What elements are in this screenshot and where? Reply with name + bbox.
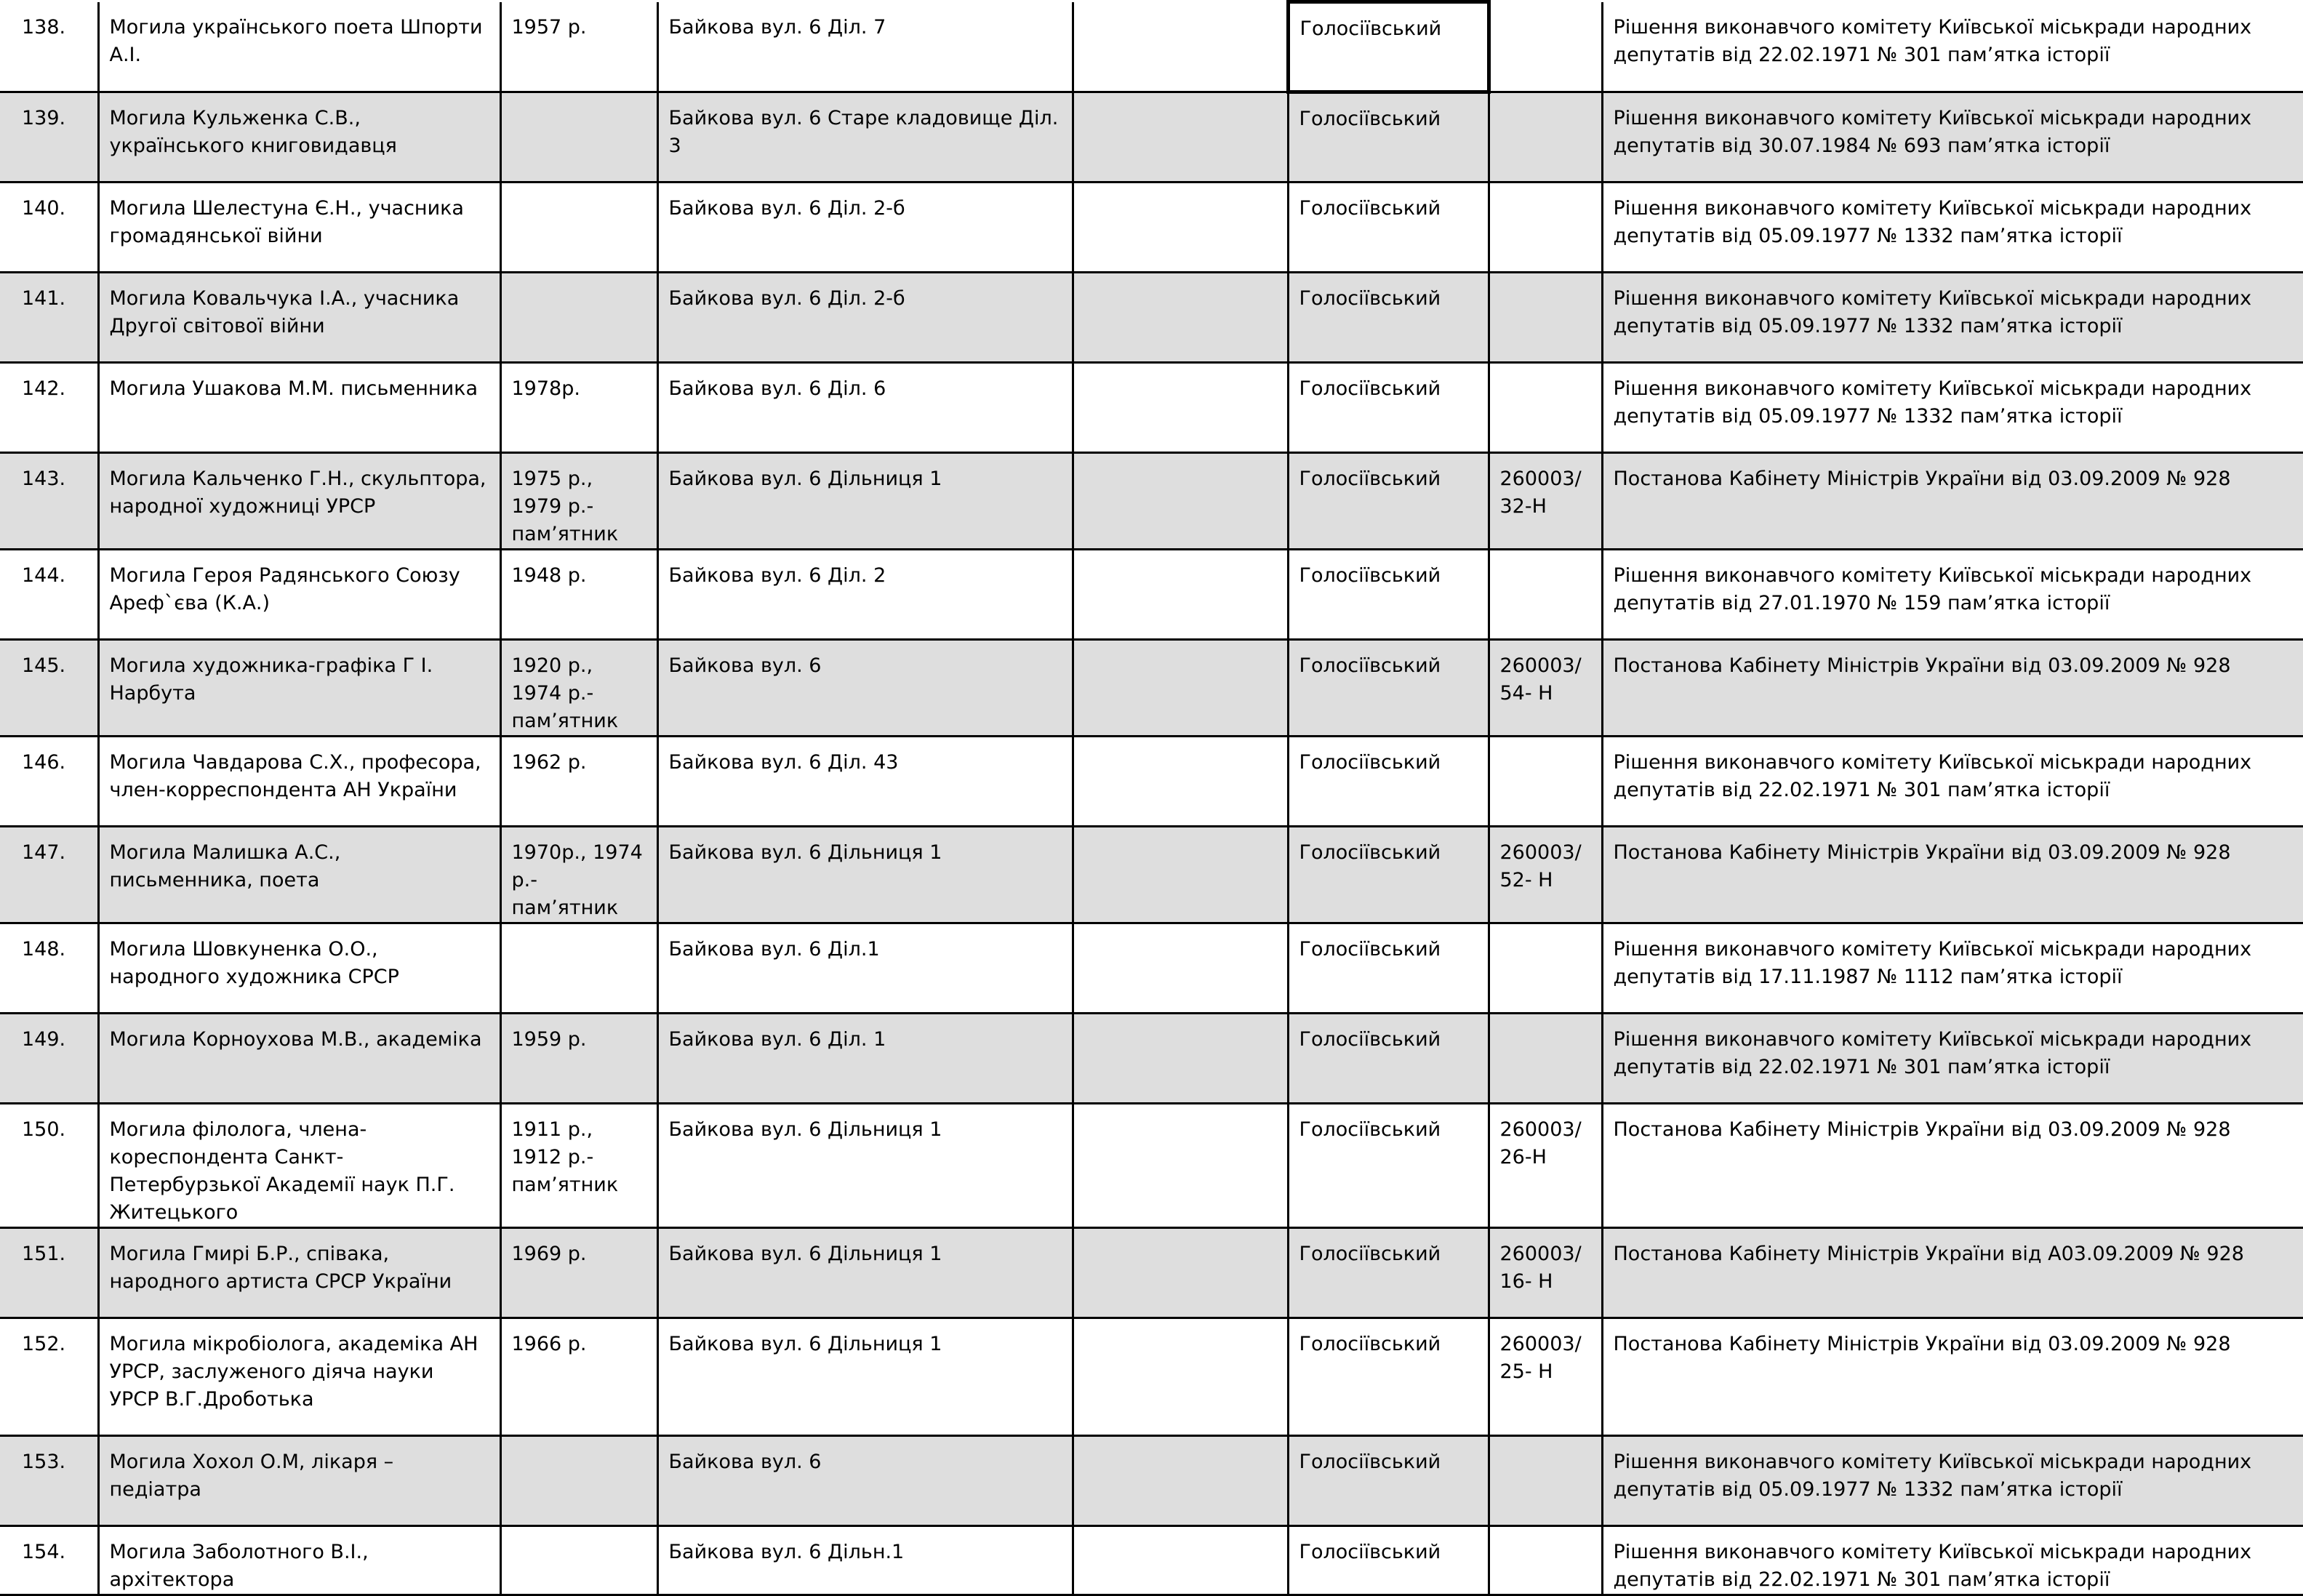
- cell-empty: [1073, 1436, 1288, 1526]
- monuments-table-body: [0, 2, 2303, 1595]
- cell-district: Голосіївський: [1288, 827, 1489, 923]
- cell-empty: [1073, 1228, 1288, 1318]
- cell-date: 1948 р.: [500, 550, 657, 640]
- cell-monument-name: Могила Ковальчука І.А., учасника Другої світової війни: [98, 273, 500, 363]
- cell-date: [500, 273, 657, 363]
- table-row: [0, 363, 2303, 453]
- cell-protection-number: 260003/26-Н: [1489, 1104, 1602, 1228]
- cell-district: Голосіївський: [1288, 923, 1489, 1014]
- cell-date: 1975 р., 1979 р.- пам’ятник: [500, 453, 657, 550]
- cell-protection-number: 260003/52- Н: [1489, 827, 1602, 923]
- cell-date: 1957 р.: [500, 2, 657, 92]
- cell-monument-name: Могила Ушакова М.М. письменника: [98, 363, 500, 453]
- cell-monument-name: Могила Заболотного В.І., архітектора: [98, 1526, 500, 1595]
- cell-empty: [1073, 1318, 1288, 1436]
- cell-protection-number: [1489, 550, 1602, 640]
- cell-protection-number: [1489, 183, 1602, 273]
- cell-number: 153.: [0, 1436, 98, 1526]
- table-row: [0, 1014, 2303, 1104]
- cell-decision: Постанова Кабінету Міністрів України від А03.09.2009 № 928: [1602, 1228, 2303, 1318]
- table-row: [0, 923, 2303, 1014]
- cell-decision: Рішення виконавчого комітету Київської міськради народних депутатів від 27.01.1970 № 159 пам’ятка історії: [1602, 550, 2303, 640]
- table-row: [0, 737, 2303, 827]
- cell-number: 142.: [0, 363, 98, 453]
- cell-date: 1959 р.: [500, 1014, 657, 1104]
- cell-monument-name: Могила Гмирі Б.Р., співака, народного артиста СРСР України: [98, 1228, 500, 1318]
- cell-district: Голосіївський: [1288, 453, 1489, 550]
- cell-decision: Рішення виконавчого комітету Київської міськради народних депутатів від 17.11.1987 № 1112 пам’ятка історії: [1602, 923, 2303, 1014]
- cell-monument-name: Могила Шовкуненка О.О., народного художника СРСР: [98, 923, 500, 1014]
- cell-protection-number: [1489, 2, 1602, 92]
- cell-protection-number: [1489, 1526, 1602, 1595]
- cell-district: Голосіївський: [1288, 737, 1489, 827]
- cell-empty: [1073, 737, 1288, 827]
- cell-monument-name: Могила Героя Радянського Союзу Ареф`єва (К.А.): [98, 550, 500, 640]
- cell-number: 147.: [0, 827, 98, 923]
- table-row: [0, 453, 2303, 550]
- cell-protection-number: [1489, 1014, 1602, 1104]
- cell-protection-number: [1489, 273, 1602, 363]
- cell-monument-name: Могила Хохол О.М, лікаря – педіатра: [98, 1436, 500, 1526]
- cell-empty: [1073, 923, 1288, 1014]
- cell-empty: [1073, 92, 1288, 183]
- cell-address: Байкова вул. 6 Дільн.1: [657, 1526, 1073, 1595]
- cell-number: 154.: [0, 1526, 98, 1595]
- cell-empty: [1073, 1104, 1288, 1228]
- cell-protection-number: 260003/16- Н: [1489, 1228, 1602, 1318]
- cell-address: Байкова вул. 6 Діл. 7: [657, 2, 1073, 92]
- cell-decision: Постанова Кабінету Міністрів України від 03.09.2009 № 928: [1602, 453, 2303, 550]
- cell-date: [500, 923, 657, 1014]
- cell-address: Байкова вул. 6 Дільниця 1: [657, 453, 1073, 550]
- cell-decision: Рішення виконавчого комітету Київської міськради народних депутатів від 05.09.1977 № 1332 пам’ятка історії: [1602, 363, 2303, 453]
- cell-address: Байкова вул. 6 Діл. 2-б: [657, 183, 1073, 273]
- cell-date: 1962 р.: [500, 737, 657, 827]
- cell-protection-number: 260003/32-Н: [1489, 453, 1602, 550]
- cell-monument-name: Могила Корноухова М.В., академіка: [98, 1014, 500, 1104]
- cell-decision: Постанова Кабінету Міністрів України від 03.09.2009 № 928: [1602, 1104, 2303, 1228]
- table-row: [0, 550, 2303, 640]
- cell-date: [500, 92, 657, 183]
- cell-empty: [1073, 2, 1288, 92]
- cell-address: Байкова вул. 6 Дільниця 1: [657, 1104, 1073, 1228]
- cell-address: Байкова вул. 6 Дільниця 1: [657, 1228, 1073, 1318]
- cell-decision: Рішення виконавчого комітету Київської міськради народних депутатів від 30.07.1984 № 693 пам’ятка історії: [1602, 92, 2303, 183]
- cell-date: [500, 183, 657, 273]
- cell-protection-number: [1489, 92, 1602, 183]
- cell-district: Голосіївський: [1288, 1526, 1489, 1595]
- cell-district: Голосіївський: [1288, 640, 1489, 737]
- cell-empty: [1073, 453, 1288, 550]
- table-row: [0, 1104, 2303, 1228]
- cell-protection-number: [1489, 923, 1602, 1014]
- cell-decision: Постанова Кабінету Міністрів України від 03.09.2009 № 928: [1602, 1318, 2303, 1436]
- cell-empty: [1073, 363, 1288, 453]
- table-row: [0, 273, 2303, 363]
- cell-district: Голосіївський: [1288, 363, 1489, 453]
- cell-protection-number: [1489, 737, 1602, 827]
- cell-address: Байкова вул. 6: [657, 1436, 1073, 1526]
- cell-decision: Рішення виконавчого комітету Київської міськради народних депутатів від 05.09.1977 № 1332 пам’ятка історії: [1602, 183, 2303, 273]
- cell-monument-name: Могила художника-графіка Г І. Нарбута: [98, 640, 500, 737]
- cell-district: Голосіївський: [1288, 1318, 1489, 1436]
- cell-empty: [1073, 183, 1288, 273]
- cell-address: Байкова вул. 6 Старе кладовище Діл. 3: [657, 92, 1073, 183]
- cell-protection-number: 260003/54- Н: [1489, 640, 1602, 737]
- cell-date: [500, 1526, 657, 1595]
- cell-date: 1920 р., 1974 р.- пам’ятник: [500, 640, 657, 737]
- cell-address: Байкова вул. 6 Діл. 43: [657, 737, 1073, 827]
- cell-number: 140.: [0, 183, 98, 273]
- table-row: [0, 2, 2303, 92]
- table-row: [0, 183, 2303, 273]
- table-row: [0, 827, 2303, 923]
- cell-district: Голосіївський: [1288, 92, 1489, 183]
- cell-decision: Постанова Кабінету Міністрів України від 03.09.2009 № 928: [1602, 640, 2303, 737]
- cell-decision: Рішення виконавчого комітету Київської міськради народних депутатів від 05.09.1977 № 1332 пам’ятка історії: [1602, 273, 2303, 363]
- cell-date: 1978р.: [500, 363, 657, 453]
- cell-monument-name: Могила Малишка А.С., письменника, поета: [98, 827, 500, 923]
- cell-district: Голосіївський: [1288, 1436, 1489, 1526]
- cell-district: Голосіївський: [1288, 273, 1489, 363]
- cell-number: 146.: [0, 737, 98, 827]
- cell-district: Голосіївський: [1288, 1014, 1489, 1104]
- cell-date: 1970р., 1974 р.- пам’ятник: [500, 827, 657, 923]
- cell-protection-number: 260003/25- Н: [1489, 1318, 1602, 1436]
- cell-number: 150.: [0, 1104, 98, 1228]
- cell-number: 143.: [0, 453, 98, 550]
- cell-decision: Рішення виконавчого комітету Київської міськради народних депутатів від 05.09.1977 № 1332 пам’ятка історії: [1602, 1436, 2303, 1526]
- cell-empty: [1073, 550, 1288, 640]
- table-row: [0, 1228, 2303, 1318]
- cell-decision: Рішення виконавчого комітету Київської міськради народних депутатів від 22.02.1971 № 301 пам’ятка історії: [1602, 2, 2303, 92]
- table-row: [0, 1526, 2303, 1595]
- cell-district: Голосіївський: [1288, 1228, 1489, 1318]
- cell-address: Байкова вул. 6 Дільниця 1: [657, 1318, 1073, 1436]
- cell-monument-name: Могила філолога, члена-кореспондента Санкт-Петербурзької Академії наук П.Г. Житецького: [98, 1104, 500, 1228]
- cell-number: 152.: [0, 1318, 98, 1436]
- cell-decision: Рішення виконавчого комітету Київської міськради народних депутатів від 22.02.1971 № 301 пам’ятка історії: [1602, 1526, 2303, 1595]
- cell-date: 1911 р., 1912 р.- пам’ятник: [500, 1104, 657, 1228]
- cell-district: Голосіївський: [1288, 183, 1489, 273]
- table-row: [0, 1436, 2303, 1526]
- cell-date: 1969 р.: [500, 1228, 657, 1318]
- cell-monument-name: Могила українського поета Шпорти А.І.: [98, 2, 500, 92]
- cell-decision: Постанова Кабінету Міністрів України від 03.09.2009 № 928: [1602, 827, 2303, 923]
- cell-empty: [1073, 273, 1288, 363]
- cell-monument-name: Могила Кальченко Г.Н., скульптора, народної художниці УРСР: [98, 453, 500, 550]
- cell-district: Голосіївський: [1288, 550, 1489, 640]
- cell-empty: [1073, 1526, 1288, 1595]
- cell-decision: Рішення виконавчого комітету Київської міськради народних депутатів від 22.02.1971 № 301 пам’ятка історії: [1602, 1014, 2303, 1104]
- cell-monument-name: Могила мікробіолога, академіка АН УРСР, заслуженого діяча науки УРСР В.Г.Дроботька: [98, 1318, 500, 1436]
- cell-monument-name: Могила Шелестуна Є.Н., учасника громадянської війни: [98, 183, 500, 273]
- cell-address: Байкова вул. 6 Діл.1: [657, 923, 1073, 1014]
- cell-number: 149.: [0, 1014, 98, 1104]
- cell-district: Голосіївський: [1288, 1104, 1489, 1228]
- cell-number: 144.: [0, 550, 98, 640]
- cell-number: 139.: [0, 92, 98, 183]
- cell-district: Голосіївський: [1288, 2, 1489, 92]
- cell-number: 145.: [0, 640, 98, 737]
- cell-protection-number: [1489, 1436, 1602, 1526]
- cell-address: Байкова вул. 6: [657, 640, 1073, 737]
- cell-number: 141.: [0, 273, 98, 363]
- table-row: [0, 1318, 2303, 1436]
- cell-number: 151.: [0, 1228, 98, 1318]
- table-row: [0, 92, 2303, 183]
- cell-address: Байкова вул. 6 Діл. 6: [657, 363, 1073, 453]
- cell-date: 1966 р.: [500, 1318, 657, 1436]
- cell-number: 148.: [0, 923, 98, 1014]
- cell-address: Байкова вул. 6 Діл. 1: [657, 1014, 1073, 1104]
- table-row: [0, 640, 2303, 737]
- cell-number: 138.: [0, 2, 98, 92]
- cell-empty: [1073, 1014, 1288, 1104]
- cell-empty: [1073, 640, 1288, 737]
- cell-date: [500, 1436, 657, 1526]
- cell-address: Байкова вул. 6 Дільниця 1: [657, 827, 1073, 923]
- cell-protection-number: [1489, 363, 1602, 453]
- cell-decision: Рішення виконавчого комітету Київської міськради народних депутатів від 22.02.1971 № 301 пам’ятка історії: [1602, 737, 2303, 827]
- cell-address: Байкова вул. 6 Діл. 2-б: [657, 273, 1073, 363]
- cell-address: Байкова вул. 6 Діл. 2: [657, 550, 1073, 640]
- cell-empty: [1073, 827, 1288, 923]
- cell-monument-name: Могила Чавдарова С.Х., професора, член-корреспондента АН України: [98, 737, 500, 827]
- cell-monument-name: Могила Кульженка С.В., українського книговидавця: [98, 92, 500, 183]
